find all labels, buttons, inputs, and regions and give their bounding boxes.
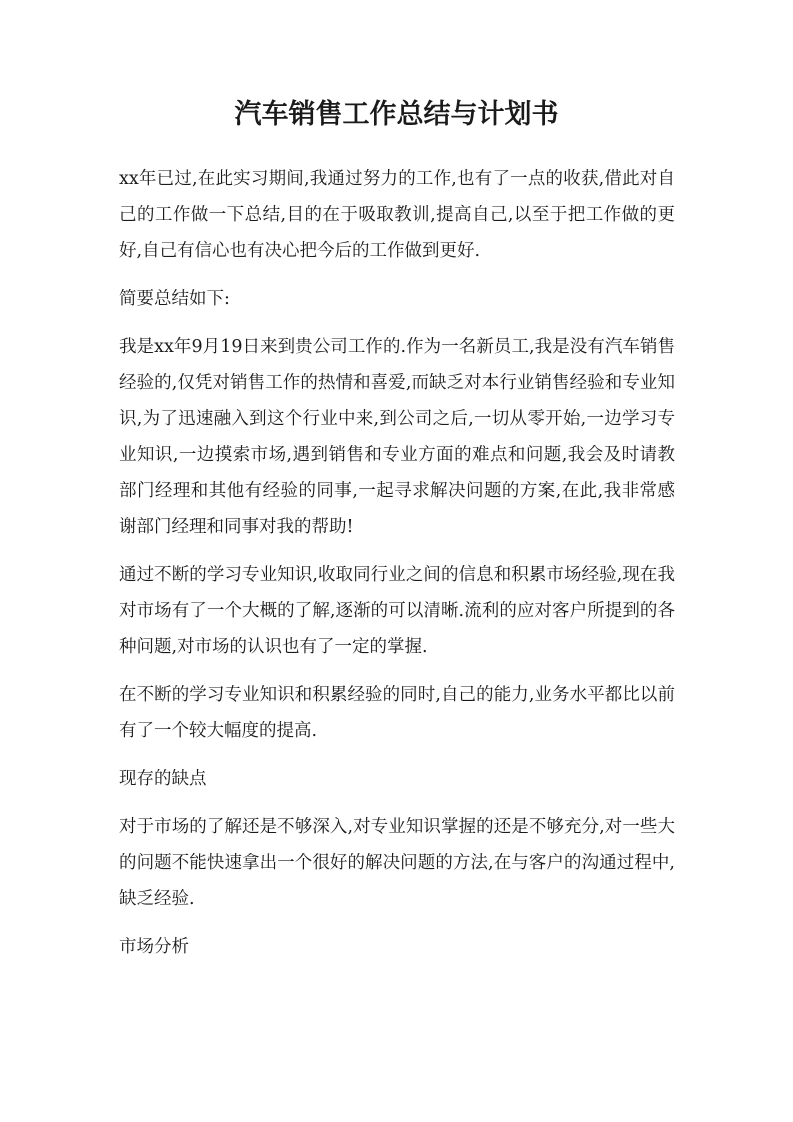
paragraph-summary-heading: 简要总结如下: [119,289,230,309]
document-body [119,161,675,977]
paragraph-shortcomings: 对于市场的了解还是不够深入,对专业知识掌握的还是不够充分,对一些大的问题不能快速拿出一个很好的解决问题的方法,在与客户的沟通过程中,缺乏经验. [119,817,675,909]
paragraph-progress: 通过不断的学习专业知识,收取同行业之间的信息和积累市场经验,现在我对市场有了一个大概的了解,逐渐的可以清晰.流利的应对客户所提到的各种问题,对市场的认识也有了一定的掌握. [119,565,675,657]
paragraph-market-analysis-heading: 市场分析 [119,937,189,957]
paragraph-shortcomings-heading: 现存的缺点 [119,769,207,789]
paragraph-improvement: 在不断的学习专业知识和积累经验的同时,自己的能力,业务水平都比以前有了一个较大幅度的提高. [119,685,675,741]
paragraph-background: 我是xx年9月19日来到贵公司工作的.作为一名新员工,我是没有汽车销售经验的,仅凭对销售工作的热情和喜爱,而缺乏对本行业销售经验和专业知识,为了迅速融入到这个行业中来,到公司之后,一切从零开始,一边学习专业知识,一边摸索市场,遇到销售和专业方面的难点和问题,我会及时请教部门经理和其他有经验的同事,一起寻求解决问题的方案,在此,我非常感谢部门经理和同事对我的帮助! [119,337,675,537]
document-title: 汽车销售工作总结与计划书 [234,99,559,130]
paragraph-intro: xx年已过,在此实习期间,我通过努力的工作,也有了一点的收获,借此对自己的工作做一下总结,目的在于吸取教训,提高自己,以至于把工作做的更好,自己有信心也有决心把今后的工作做到更好. [119,169,675,261]
